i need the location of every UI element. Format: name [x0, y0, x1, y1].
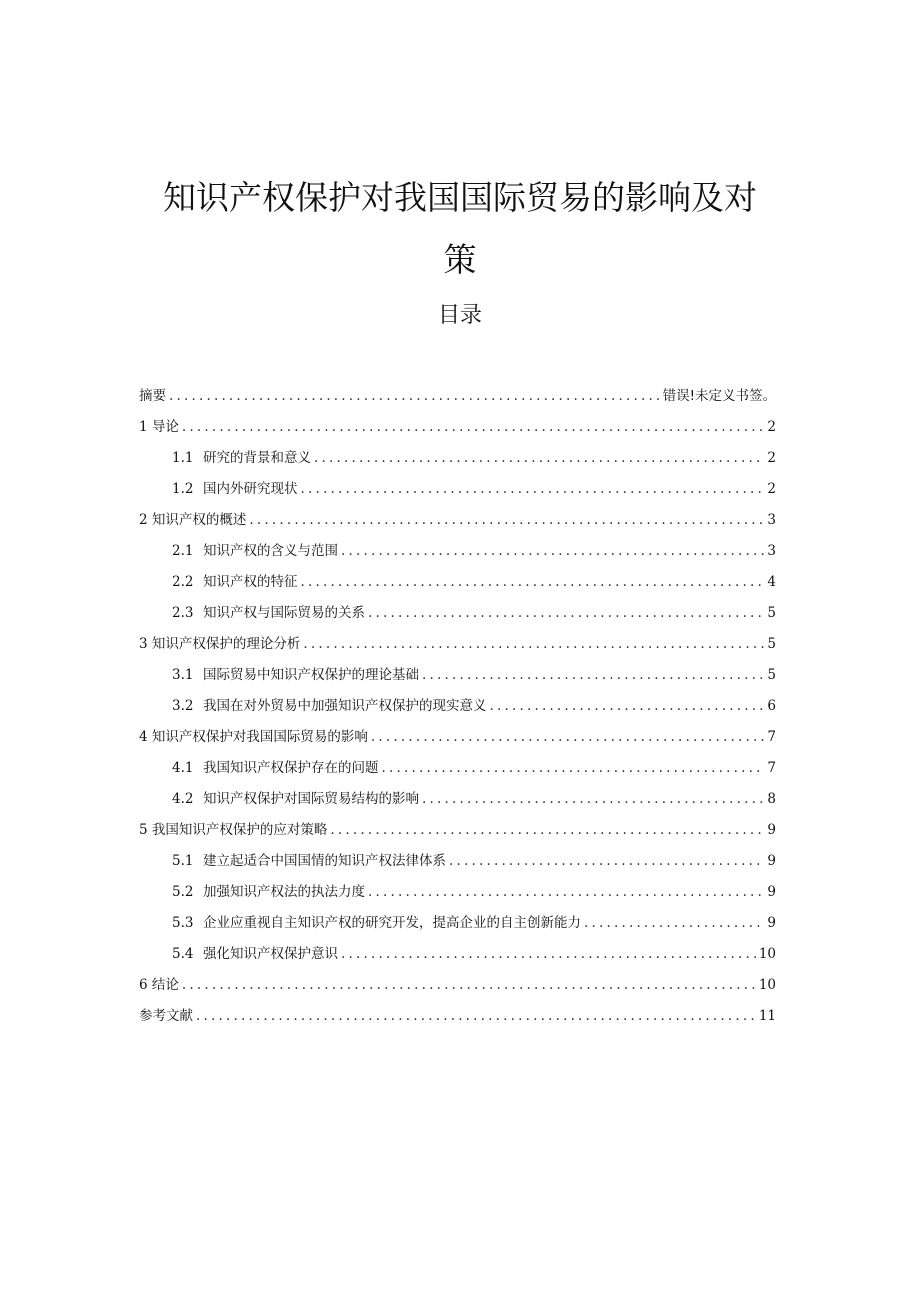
- toc-entry-label: 1 导论: [139, 419, 179, 435]
- toc-entry[interactable]: [139, 908, 776, 939]
- toc-entry[interactable]: [139, 939, 776, 970]
- toc-entry-number: 1.2: [172, 481, 194, 497]
- toc-entry-number: 4.2: [172, 791, 194, 807]
- toc-entry-label: 知识产权与国际贸易的关系: [203, 605, 365, 621]
- toc-entry[interactable]: [139, 598, 776, 629]
- toc-leader-dots: [422, 660, 764, 691]
- toc-entry-label: 知识产权的含义与范围: [203, 543, 338, 559]
- toc-entry[interactable]: [139, 660, 776, 691]
- toc-entry[interactable]: [139, 877, 776, 908]
- toc-page-number: 10: [758, 977, 776, 993]
- toc-entry-number: 5.3: [172, 915, 194, 931]
- toc-entry[interactable]: [139, 505, 776, 536]
- toc-entry[interactable]: [139, 412, 776, 443]
- toc-entry[interactable]: [139, 629, 776, 660]
- toc-page-number: 6: [767, 698, 776, 714]
- toc-page-number: 9: [767, 822, 776, 838]
- toc-entry-label: 6 结论: [139, 977, 179, 993]
- toc-page-number: 10: [758, 946, 776, 962]
- toc-leader-dots: [301, 567, 765, 598]
- toc-entry-label: 企业应重视自主知识产权的研究开发，提高企业的自主创新能力: [203, 915, 581, 931]
- toc-page-number: 3: [767, 543, 776, 559]
- toc-leader-dots: [341, 939, 756, 970]
- toc-page-number: 5: [767, 605, 776, 621]
- toc-entry-label: 加强知识产权法的执法力度: [203, 884, 365, 900]
- toc-entry-label: 知识产权的特征: [203, 574, 298, 590]
- toc-page-number: 7: [767, 760, 776, 776]
- toc-leader-dots: [249, 505, 764, 536]
- toc-entry-label: 3 知识产权保护的理论分析: [139, 636, 301, 652]
- toc-page-number: 3: [767, 512, 776, 528]
- toc-entry-label: 知识产权保护对国际贸易结构的影响: [203, 791, 419, 807]
- toc-page-number: 2: [767, 481, 776, 497]
- toc-page-number: 4: [767, 574, 776, 590]
- toc-leader-dots: [182, 412, 765, 443]
- toc-leader-dots: [490, 691, 765, 722]
- toc-entry-number: 3.2: [172, 698, 194, 714]
- toc-entry-number: 4.1: [172, 760, 194, 776]
- toc-page-number: 7: [767, 729, 776, 745]
- toc-entry-number: 5.4: [172, 946, 194, 962]
- toc-page-number: 5: [767, 667, 776, 683]
- toc-leader-dots: [182, 970, 756, 1001]
- toc-entry-number: 3.1: [172, 667, 194, 683]
- toc-leader-dots: [330, 815, 764, 846]
- toc-entry-label: 2 知识产权的概述: [139, 512, 247, 528]
- toc-entry[interactable]: [139, 536, 776, 567]
- document-title-line-2: 策: [443, 240, 477, 279]
- toc-bookmark-error: 错误!未定义书签。: [662, 388, 776, 404]
- toc-entry-label: 4 知识产权保护对我国国际贸易的影响: [139, 729, 368, 745]
- toc-entry[interactable]: [139, 567, 776, 598]
- toc-page-number: 9: [767, 853, 776, 869]
- toc-entry-label: 国内外研究现状: [203, 481, 298, 497]
- toc-entry[interactable]: [139, 753, 776, 784]
- toc-entry-number: 5.2: [172, 884, 194, 900]
- toc-heading: 目录: [437, 303, 482, 328]
- toc-leader-dots: [301, 474, 765, 505]
- toc-entry[interactable]: [139, 443, 776, 474]
- toc-entry[interactable]: [139, 846, 776, 877]
- table-of-contents: [139, 381, 776, 1032]
- toc-entry-number: 5.1: [172, 853, 194, 869]
- toc-entry-label: 国际贸易中知识产权保护的理论基础: [203, 667, 419, 683]
- toc-entry-number: 2.1: [172, 543, 194, 559]
- toc-entry-label: 我国知识产权保护存在的问题: [203, 760, 379, 776]
- toc-entry[interactable]: [139, 691, 776, 722]
- toc-leader-dots: [382, 753, 765, 784]
- toc-entry-number: 1.1: [172, 450, 194, 466]
- toc-entry[interactable]: [139, 1001, 776, 1032]
- toc-leader-dots: [422, 784, 764, 815]
- toc-entry-label: 建立起适合中国国情的知识产权法律体系: [203, 853, 446, 869]
- toc-entry[interactable]: [139, 970, 776, 1001]
- toc-entry-label: 参考文献: [139, 1008, 193, 1024]
- toc-leader-dots: [371, 722, 765, 753]
- toc-leader-dots: [449, 846, 764, 877]
- toc-page-number: 2: [767, 450, 776, 466]
- toc-entry-label: 5 我国知识产权保护的应对策略: [139, 822, 328, 838]
- toc-entry[interactable]: [139, 722, 776, 753]
- toc-leader-dots: [368, 877, 764, 908]
- toc-entry[interactable]: [139, 474, 776, 505]
- document-title-line-1: 知识产权保护对我国国际贸易的影响及对: [163, 178, 757, 217]
- toc-page-number: 2: [767, 419, 776, 435]
- toc-entry-label: 摘要: [139, 388, 166, 404]
- toc-page-number: 9: [767, 915, 776, 931]
- toc-leader-dots: [196, 1001, 756, 1032]
- toc-leader-dots: [169, 381, 660, 412]
- toc-entry-number: 2.2: [172, 574, 194, 590]
- toc-entry-label: 强化知识产权保护意识: [203, 946, 338, 962]
- toc-entry-label: 研究的背景和意义: [203, 450, 311, 466]
- toc-page-number: 9: [767, 884, 776, 900]
- toc-page-number: 8: [767, 791, 776, 807]
- toc-leader-dots: [584, 908, 764, 939]
- toc-entry-number: 2.3: [172, 605, 194, 621]
- toc-leader-dots: [314, 443, 764, 474]
- toc-page-number: 11: [758, 1008, 776, 1024]
- toc-leader-dots: [368, 598, 764, 629]
- toc-entry[interactable]: [139, 784, 776, 815]
- toc-leader-dots: [341, 536, 764, 567]
- toc-entry[interactable]: [139, 381, 776, 412]
- toc-page-number: 5: [767, 636, 776, 652]
- toc-leader-dots: [303, 629, 764, 660]
- toc-entry[interactable]: [139, 815, 776, 846]
- toc-entry-label: 我国在对外贸易中加强知识产权保护的现实意义: [203, 698, 487, 714]
